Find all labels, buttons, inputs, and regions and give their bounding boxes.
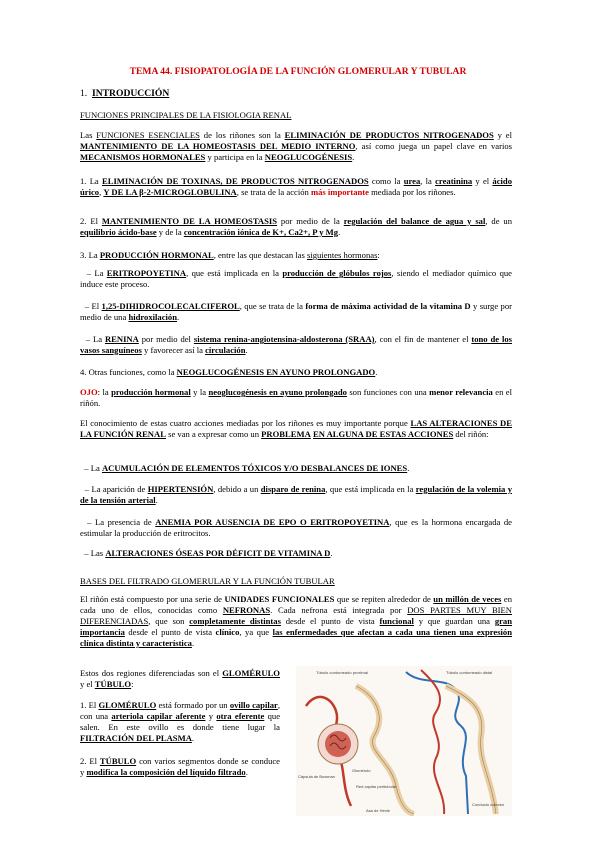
list-item-4: 4. Otras funciones, como la NEOGLUCOGÉNESIS EN AYUNO PROLONGADO. [80, 367, 378, 377]
section-title: INTRODUCCIÓN [92, 88, 170, 99]
note-ojo: OJO: la producción hormonal y la neoglucogénesis en ayuno prolongado son funciones con una menor relevancia en el riñón. [80, 387, 512, 408]
section-heading [80, 88, 169, 99]
label-bowman-capsule: Cápsula de Bowman [298, 774, 335, 779]
section-number: 1. [80, 88, 88, 99]
list-item-2: 2. El MANTENIMIENTO DE LA HOMEOSTASIS por medio de la regulación del balance de agua y sal, de un equilibrio ácido-base y de la concentración iónica de K+, Ca2+, P y Mg. [80, 216, 512, 237]
subheading-filtration: BASES DEL FILTRADO GLOMERULAR Y LA FUNCIÓN TUBULAR [80, 576, 335, 586]
dash-item-epo: – La ERITROPOYETINA, que está implicada en la producción de glóbulos rojos, siendo el mediador químico que induce este proceso. [80, 268, 512, 289]
item-glomerulus: 1. El GLOMÉRULO está formado por un ovillo capilar, con una arteriola capilar aferente y otra eferente que salen. En este ovillo es donde tiene lugar la FILTRACIÓN DEL PLASMA. [80, 700, 281, 743]
list-item-3: 3. La PRODUCCIÓN HORMONAL, entre las que destacan las siguientes hormonas: [80, 250, 380, 260]
label-loop-of-henle: Asa de Henle [366, 808, 391, 813]
dash-item-renin: – La RENINA por medio del sistema renina-angiotensina-aldosterona (SRAA), con el fin de mantener el tono de los vasos sanguíneos y favorecer así la circulación. [80, 334, 512, 355]
dash-item-bone: – Las ALTERACIONES ÓSEAS POR DÉFICIT DE VITAMINA D. [84, 548, 333, 558]
dash-item-toxic: – La ACUMULACIÓN DE ELEMENTOS TÓXICOS Y/O DESBALANCES DE IONES. [84, 463, 410, 473]
dash-item-anemia: – La presencia de ANEMIA POR AUSENCIA DE EPO O ERITROPOYETINA, que es la hormona encargada de estimular la producción de eritrocitos. [80, 517, 513, 538]
item-tubule: 2. El TÚBULO con varios segmentos donde se conduce y modifica la composición del líquido filtrado. [80, 756, 280, 777]
dash-item-hypertension: – La aparición de HIPERTENSIÓN, debido a un disparo de renina, que está implicada en la regulación de la volemia y de la tensión arterial. [80, 484, 512, 505]
paragraph-nephrons: El riñón está compuesto por una serie de UNIDADES FUNCIONALES que se repiten alrededor de un millón de veces en cada uno de ellos, conocidas como NEFRONAS. Cada nefrona está integrada por DOS PARTES MUY BIEN DIFERENCIADAS, que son completamente distintas desde el punto de vista funcional y que guardan una gran importancia desde el punto de vista clínico, ya que las enfermedades que afectan a cada una tienen una expresión clínica distinta y característica. [80, 594, 513, 648]
label-glomerulus: Glomérulo [352, 768, 371, 773]
paragraph-regions: Estos dos regiones diferenciadas son el GLOMÉRULO y el TÚBULO: [80, 668, 280, 689]
paragraph-functions: Las FUNCIONES ESENCIALES de los riñones son la ELIMINACIÓN DE PRODUCTOS NITROGENADOS y el MANTENIMIENTO DE LA HOMEOSTASIS DEL MEDIO INTERNO, así como juega un papel clave en varios MECANISMOS HORMONALES y participa en la NEOGLUCOGÉNESIS. [80, 130, 513, 162]
paragraph-alterations: El conocimiento de estas cuatro acciones mediadas por los riñones es muy importante porque LAS ALTERACIONES DE LA FUNCIÓN RENAL se van a expresar como un PROBLEMA EN ALGUNA DE ESTAS ACCIONES del riñón: [80, 418, 512, 439]
label-distal-tubule: Túbulo contorneado distal [446, 670, 493, 675]
label-peritubular-capillaries: Red capilar peritubular [356, 784, 397, 789]
dash-item-vitd: – El 1,25-DIHIDROCOLECALCIFEROL, que se trata de la forma de máxima actividad de la vitamina D y surge por medio de una hidroxilación. [80, 301, 513, 322]
label-collecting-duct: Conducto colector [472, 802, 505, 807]
subheading-functions: FUNCIONES PRINCIPALES DE LA FISIOLOGIA RENAL [80, 110, 292, 120]
glomerulus-tuft [325, 731, 351, 757]
page-title: TEMA 44. FISIOPATOLOGÍA DE LA FUNCIÓN GLOMERULAR Y TUBULAR [129, 66, 467, 77]
list-item-1: 1. La ELIMINACIÓN DE TOXINAS, DE PRODUCTOS NITROGENADOS como la urea, la creatinina y el ácido úrico, Y DE LA β-2-MICROGLOBULINA, se trata de la acción más importante mediada por los riñones. [80, 176, 512, 197]
label-proximal-tubule: Túbulo contorneado proximal [316, 670, 368, 675]
nephron-diagram [296, 666, 512, 816]
